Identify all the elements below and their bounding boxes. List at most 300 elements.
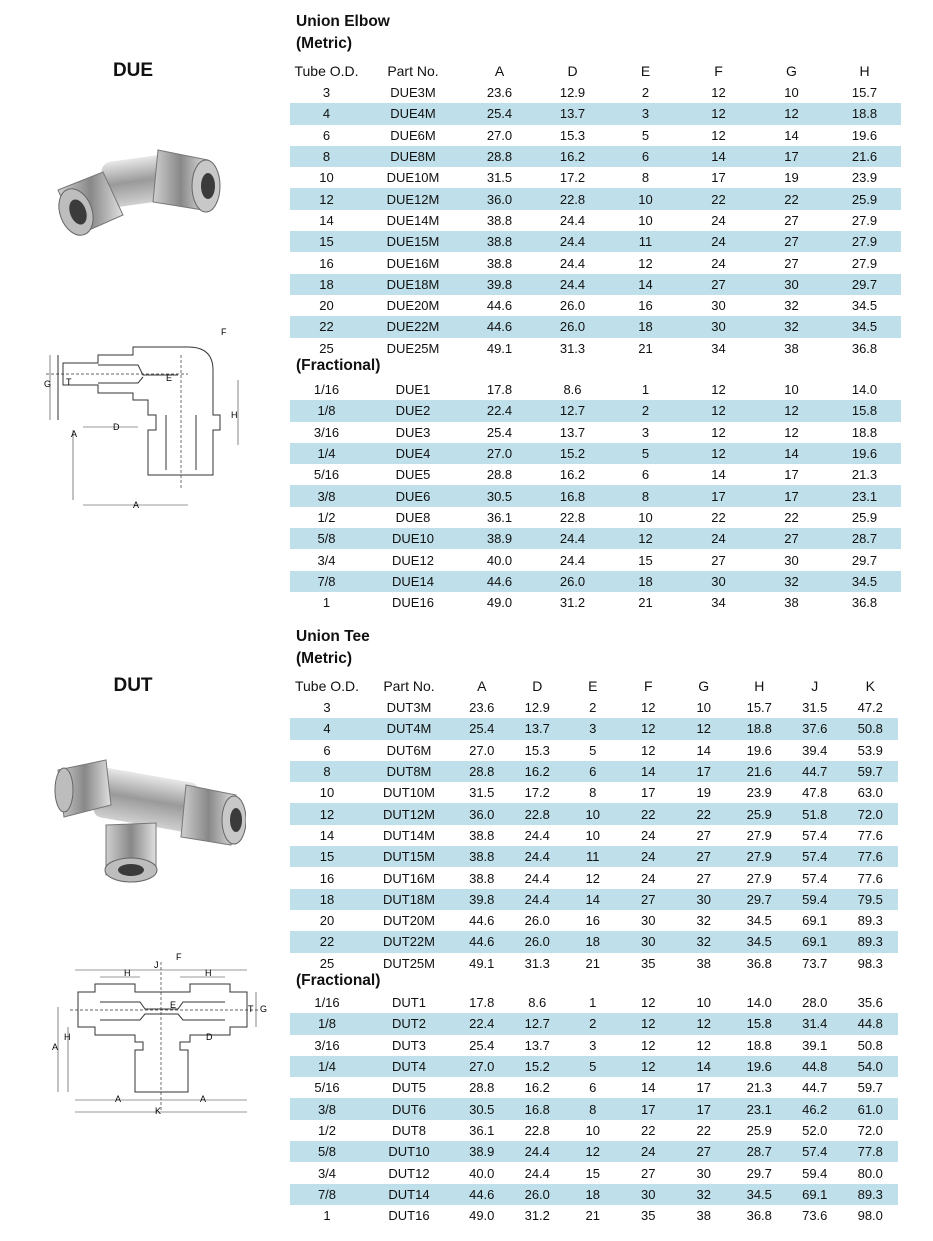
table-cell: DUE12 bbox=[392, 552, 434, 568]
table-cell: 6 bbox=[589, 1080, 597, 1096]
table-cell: 14 bbox=[676, 1056, 732, 1077]
table-row bbox=[290, 571, 901, 592]
table-cell: 15.7 bbox=[851, 85, 878, 101]
table-cell: 17.2 bbox=[559, 170, 586, 186]
table-cell: 3/4 bbox=[317, 1165, 337, 1181]
table-cell: DUE16 bbox=[392, 595, 434, 611]
table-cell: 80.0 bbox=[857, 1165, 883, 1181]
table-cell: DUE18M bbox=[363, 274, 463, 295]
due-drawing-label-t: T bbox=[66, 377, 72, 387]
table-cell: 36.1 bbox=[469, 1122, 495, 1138]
table-cell: 22 bbox=[290, 316, 363, 337]
due-drawing-label-a-vertical: A bbox=[71, 429, 78, 439]
table-cell: 49.1 bbox=[469, 955, 495, 971]
dut-metric-label: (Metric) bbox=[296, 650, 352, 667]
table-cell: 34.5 bbox=[828, 316, 901, 337]
table-cell: 3 bbox=[609, 103, 682, 124]
table-row bbox=[290, 1013, 898, 1034]
table-cell: 12.9 bbox=[524, 700, 550, 716]
table-cell: 18.8 bbox=[732, 718, 788, 739]
table-cell: 22.8 bbox=[524, 1122, 550, 1138]
table-cell: 29.7 bbox=[746, 1165, 772, 1181]
dut-title: Union Tee bbox=[296, 628, 370, 645]
table-cell: 10 bbox=[609, 188, 682, 209]
table-cell: 8.6 bbox=[528, 995, 547, 1011]
table-row bbox=[290, 889, 898, 910]
table-cell: 1 bbox=[323, 1208, 331, 1224]
table-cell: 24 bbox=[621, 1141, 677, 1162]
table-cell: 12 bbox=[641, 742, 656, 758]
table-cell: 5/8 bbox=[290, 1141, 364, 1162]
table-cell: 30 bbox=[696, 1165, 711, 1181]
table-row bbox=[290, 400, 901, 421]
table-cell: 24 bbox=[682, 528, 755, 549]
dut-metric-table bbox=[290, 675, 898, 974]
table-row bbox=[290, 443, 901, 464]
table-row bbox=[290, 1205, 898, 1226]
table-cell: 3 bbox=[589, 1037, 597, 1053]
table-cell: 5/16 bbox=[314, 1080, 340, 1096]
column-header: H bbox=[754, 678, 765, 694]
table-cell: 32 bbox=[676, 931, 732, 952]
column-header: F bbox=[714, 63, 723, 79]
table-cell: 10 bbox=[638, 212, 653, 228]
table-cell: 35 bbox=[641, 955, 656, 971]
table-cell: 44.7 bbox=[802, 1080, 828, 1096]
table-cell: 53.9 bbox=[857, 742, 883, 758]
column-header: F bbox=[643, 678, 653, 694]
table-cell: 13.7 bbox=[524, 1037, 550, 1053]
table-cell: 17 bbox=[621, 1098, 677, 1119]
due-drawing-label-g: G bbox=[44, 379, 52, 389]
table-cell: 8 bbox=[290, 146, 363, 167]
table-cell: 1 bbox=[589, 995, 597, 1011]
table-cell: 30 bbox=[682, 316, 755, 337]
table-cell: 8 bbox=[589, 785, 597, 801]
table-cell: 77.6 bbox=[843, 846, 899, 867]
table-cell: 32 bbox=[696, 913, 711, 929]
dut-drawing-label-h-right: H bbox=[205, 968, 212, 978]
table-cell: DUE6M bbox=[390, 127, 436, 143]
table-cell: 12 bbox=[755, 400, 828, 421]
table-cell: 38.9 bbox=[463, 528, 536, 549]
table-cell: DUT25M bbox=[382, 955, 435, 971]
union-tee-drawing bbox=[40, 952, 280, 1122]
table-cell: 27 bbox=[755, 528, 828, 549]
table-cell: 11 bbox=[609, 231, 682, 252]
table-cell: 24.4 bbox=[536, 528, 609, 549]
table-cell: 3/8 bbox=[290, 485, 363, 506]
table-cell: 12 bbox=[711, 127, 726, 143]
table-cell: 27 bbox=[641, 1165, 656, 1181]
table-cell: 34 bbox=[711, 595, 726, 611]
table-cell: 36.0 bbox=[454, 803, 510, 824]
table-cell: 69.1 bbox=[802, 913, 828, 929]
due-title: Union Elbow bbox=[296, 13, 390, 30]
table-cell: 11 bbox=[565, 846, 621, 867]
table-cell: 27.0 bbox=[469, 742, 495, 758]
table-cell: 24.4 bbox=[510, 889, 566, 910]
table-cell: 12 bbox=[609, 528, 682, 549]
due-drawing-label-a-horizontal: A bbox=[133, 500, 140, 510]
table-cell: 18 bbox=[565, 931, 621, 952]
table-cell: 6 bbox=[609, 146, 682, 167]
table-row bbox=[290, 1056, 898, 1077]
table-cell: DUE3 bbox=[395, 424, 431, 440]
table-cell: 17 bbox=[676, 1098, 732, 1119]
table-cell: 44.6 bbox=[486, 298, 513, 314]
table-cell: 5/8 bbox=[290, 528, 363, 549]
table-cell: 21 bbox=[585, 1208, 600, 1224]
column-header: D bbox=[567, 63, 578, 79]
dut-fractional-table bbox=[290, 992, 898, 1226]
table-cell: DUT12 bbox=[388, 1165, 430, 1181]
table-cell: 19 bbox=[696, 785, 711, 801]
table-cell: 27 bbox=[696, 827, 711, 843]
due-drawing-label-h: H bbox=[231, 410, 238, 420]
table-cell: 24 bbox=[621, 846, 677, 867]
table-cell: 10 bbox=[784, 382, 799, 398]
table-cell: 28.7 bbox=[828, 528, 901, 549]
table-cell: 36.8 bbox=[851, 595, 878, 611]
table-cell: DUE4M bbox=[363, 103, 463, 124]
table-cell: 35.6 bbox=[857, 995, 883, 1011]
table-row bbox=[290, 953, 898, 974]
table-cell: 19.6 bbox=[828, 443, 901, 464]
column-header: G bbox=[786, 63, 797, 79]
table-cell: 31.2 bbox=[559, 595, 586, 611]
table-cell: 22.8 bbox=[510, 803, 566, 824]
table-cell: DUT6M bbox=[386, 742, 432, 758]
table-cell: 10 bbox=[696, 700, 711, 716]
table-header-row bbox=[290, 675, 898, 697]
column-header: Tube O.D. bbox=[294, 63, 359, 79]
table-cell: 29.7 bbox=[851, 552, 878, 568]
table-cell: 14.0 bbox=[851, 382, 878, 398]
table-cell: 8 bbox=[565, 1098, 621, 1119]
table-cell: 14 bbox=[319, 212, 334, 228]
table-cell: 12 bbox=[711, 85, 726, 101]
table-cell: 63.0 bbox=[857, 785, 883, 801]
table-cell: DUT4M bbox=[364, 718, 454, 739]
table-cell: 24 bbox=[682, 231, 755, 252]
table-cell: 29.7 bbox=[828, 274, 901, 295]
table-row bbox=[290, 1162, 898, 1183]
table-cell: 27.0 bbox=[486, 127, 513, 143]
table-cell: 27.0 bbox=[454, 1056, 510, 1077]
table-row bbox=[290, 825, 898, 846]
table-cell: DUE10 bbox=[363, 528, 463, 549]
table-cell: 17.8 bbox=[486, 382, 513, 398]
dut-drawing-label-f: F bbox=[176, 952, 182, 962]
table-cell: 27.9 bbox=[732, 846, 788, 867]
table-cell: 57.4 bbox=[802, 827, 828, 843]
table-cell: 21.6 bbox=[732, 761, 788, 782]
table-cell: 18 bbox=[565, 1184, 621, 1205]
table-cell: 17 bbox=[711, 170, 726, 186]
table-cell: 24.4 bbox=[536, 231, 609, 252]
table-cell: 13.7 bbox=[559, 424, 586, 440]
table-cell: DUT4 bbox=[364, 1056, 454, 1077]
table-cell: 1/4 bbox=[290, 1056, 364, 1077]
table-cell: 16 bbox=[319, 870, 335, 886]
table-cell: 31.4 bbox=[787, 1013, 843, 1034]
table-cell: 59.7 bbox=[857, 1080, 883, 1096]
table-cell: DUE3M bbox=[390, 85, 436, 101]
table-cell: 22 bbox=[696, 1122, 711, 1138]
table-cell: 15 bbox=[290, 231, 363, 252]
table-cell: 2 bbox=[641, 85, 650, 101]
table-cell: DUE8M bbox=[363, 146, 463, 167]
dut-drawing-label-e: E bbox=[170, 1000, 177, 1010]
table-row bbox=[290, 82, 901, 103]
table-cell: 13.7 bbox=[510, 718, 566, 739]
table-cell: 3 bbox=[565, 718, 621, 739]
table-cell: 2 bbox=[565, 1013, 621, 1034]
table-cell: DUT12M bbox=[364, 803, 454, 824]
dut-drawing-label-h-left: H bbox=[124, 968, 131, 978]
table-cell: 10 bbox=[585, 1122, 600, 1138]
table-row bbox=[290, 592, 901, 613]
table-cell: 12 bbox=[682, 400, 755, 421]
table-cell: DUT10 bbox=[364, 1141, 454, 1162]
table-cell: 18.8 bbox=[851, 424, 878, 440]
table-cell: DUE2 bbox=[363, 400, 463, 421]
table-cell: DUT22M bbox=[364, 931, 454, 952]
table-cell: 52.0 bbox=[802, 1122, 828, 1138]
table-cell: 24.4 bbox=[510, 1141, 566, 1162]
table-cell: DUE12M bbox=[363, 188, 463, 209]
table-cell: 44.8 bbox=[843, 1013, 899, 1034]
table-cell: 30 bbox=[621, 931, 677, 952]
table-cell: 1/4 bbox=[290, 443, 363, 464]
table-cell: 3 bbox=[322, 85, 331, 101]
table-cell: 22 bbox=[682, 188, 755, 209]
table-cell: 10 bbox=[784, 85, 799, 101]
column-header: E bbox=[588, 678, 598, 694]
table-cell: 18.8 bbox=[746, 1037, 772, 1053]
table-cell: 14 bbox=[609, 274, 682, 295]
table-cell: 25.9 bbox=[851, 509, 878, 525]
table-cell: 36.8 bbox=[851, 340, 878, 356]
due-drawing-label-d: D bbox=[113, 422, 120, 432]
table-cell: 32 bbox=[676, 1184, 732, 1205]
table-cell: 24 bbox=[711, 255, 726, 271]
table-cell: 21 bbox=[585, 955, 600, 971]
table-cell: 12 bbox=[621, 1056, 677, 1077]
column-header: H bbox=[859, 63, 870, 79]
table-cell: DUE1 bbox=[395, 382, 431, 398]
table-cell: 5 bbox=[565, 1056, 621, 1077]
table-cell: 49.0 bbox=[469, 1208, 495, 1224]
table-cell: DUT5 bbox=[392, 1080, 426, 1096]
table-row bbox=[290, 1098, 898, 1119]
table-cell: 28.0 bbox=[802, 995, 828, 1011]
table-cell: 15.7 bbox=[746, 700, 772, 716]
table-cell: DUT1 bbox=[392, 995, 426, 1011]
table-cell: 73.6 bbox=[802, 1208, 828, 1224]
table-cell: 31.5 bbox=[802, 700, 828, 716]
table-cell: 27 bbox=[676, 846, 732, 867]
table-cell: DUT18M bbox=[364, 889, 454, 910]
column-header: A bbox=[477, 678, 487, 694]
table-cell: 31.2 bbox=[524, 1208, 550, 1224]
table-cell: 31.5 bbox=[486, 170, 513, 186]
table-cell: 1 bbox=[641, 382, 650, 398]
union-elbow-drawing bbox=[38, 325, 278, 515]
table-cell: 27.9 bbox=[746, 827, 772, 843]
table-cell: 16 bbox=[319, 255, 334, 271]
table-cell: 16.2 bbox=[536, 146, 609, 167]
table-cell: 57.4 bbox=[802, 870, 828, 886]
table-cell: 34.5 bbox=[828, 571, 901, 592]
table-cell: 17 bbox=[755, 146, 828, 167]
table-cell: 17.8 bbox=[469, 995, 495, 1011]
dut-fractional-label: (Fractional) bbox=[296, 972, 381, 989]
table-row bbox=[290, 316, 901, 337]
column-header: Tube O.D. bbox=[294, 678, 360, 694]
table-cell: DUT8M bbox=[364, 761, 454, 782]
table-cell: DUE5 bbox=[395, 467, 431, 483]
table-cell: 30 bbox=[711, 298, 726, 314]
table-cell: DUE20M bbox=[386, 298, 440, 314]
table-cell: 25.9 bbox=[732, 803, 788, 824]
table-cell: 8 bbox=[609, 485, 682, 506]
table-cell: 1/2 bbox=[317, 1122, 337, 1138]
table-cell: 51.8 bbox=[787, 803, 843, 824]
dut-drawing-label-k: K bbox=[155, 1106, 162, 1116]
dut-drawing-label-g: G bbox=[260, 1004, 268, 1014]
table-row bbox=[290, 528, 901, 549]
due-fractional-label: (Fractional) bbox=[296, 357, 381, 374]
table-cell: 36.0 bbox=[463, 188, 536, 209]
table-cell: 1/8 bbox=[290, 1013, 364, 1034]
table-cell: 77.6 bbox=[857, 870, 883, 886]
table-cell: 38 bbox=[784, 340, 799, 356]
table-cell: 38.8 bbox=[469, 827, 495, 843]
table-cell: 28.8 bbox=[454, 761, 510, 782]
table-cell: 36.8 bbox=[746, 1208, 772, 1224]
table-cell: 25.4 bbox=[454, 718, 510, 739]
table-cell: 12 bbox=[621, 718, 677, 739]
table-row bbox=[290, 931, 898, 952]
table-cell: 1/16 bbox=[314, 995, 340, 1011]
table-cell: 12 bbox=[585, 870, 600, 886]
table-cell: 38.8 bbox=[454, 846, 510, 867]
table-row bbox=[290, 210, 901, 231]
table-cell: 12 bbox=[641, 1037, 656, 1053]
table-cell: 21.3 bbox=[746, 1080, 772, 1096]
table-row bbox=[290, 697, 898, 718]
table-cell: 77.6 bbox=[857, 827, 883, 843]
table-cell: 35 bbox=[641, 1208, 656, 1224]
table-cell: 59.7 bbox=[843, 761, 899, 782]
table-cell: 6 bbox=[641, 467, 650, 483]
table-cell: 27 bbox=[755, 231, 828, 252]
table-cell: 23.6 bbox=[469, 700, 495, 716]
due-metric-table bbox=[290, 60, 901, 359]
table-cell: 50.8 bbox=[843, 718, 899, 739]
table-cell: 12 bbox=[755, 103, 828, 124]
table-cell: 17 bbox=[696, 1080, 711, 1096]
table-cell: 12 bbox=[682, 103, 755, 124]
table-cell: 10 bbox=[565, 803, 621, 824]
due-metric-label: (Metric) bbox=[296, 35, 352, 52]
table-cell: 12.7 bbox=[536, 400, 609, 421]
table-cell: 17 bbox=[641, 785, 656, 801]
table-cell: 72.0 bbox=[843, 803, 899, 824]
table-cell: 24.4 bbox=[510, 846, 566, 867]
table-row bbox=[290, 782, 898, 803]
table-row bbox=[290, 231, 901, 252]
table-cell: 22.4 bbox=[454, 1013, 510, 1034]
table-cell: 8.6 bbox=[563, 382, 582, 398]
dut-drawing-label-t: T bbox=[248, 1004, 254, 1014]
table-cell: 89.3 bbox=[857, 913, 883, 929]
table-cell: 20 bbox=[319, 913, 335, 929]
table-cell: 26.0 bbox=[524, 913, 550, 929]
table-cell: 40.0 bbox=[469, 1165, 495, 1181]
table-cell: 27.0 bbox=[463, 443, 536, 464]
table-cell: 24.4 bbox=[524, 870, 550, 886]
table-cell: 7/8 bbox=[290, 1184, 364, 1205]
table-cell: 12 bbox=[641, 995, 656, 1011]
table-row bbox=[290, 803, 898, 824]
table-cell: 30.5 bbox=[454, 1098, 510, 1119]
table-cell: 46.2 bbox=[787, 1098, 843, 1119]
table-cell: 19.6 bbox=[851, 127, 878, 143]
table-cell: DUT10M bbox=[382, 785, 435, 801]
table-cell: 16.8 bbox=[510, 1098, 566, 1119]
table-cell: 61.0 bbox=[843, 1098, 899, 1119]
table-cell: 44.8 bbox=[787, 1056, 843, 1077]
table-cell: 12.7 bbox=[510, 1013, 566, 1034]
table-cell: 23.1 bbox=[828, 485, 901, 506]
table-cell: 15 bbox=[585, 1165, 600, 1181]
column-header: A bbox=[494, 63, 505, 79]
table-cell: 21.6 bbox=[828, 146, 901, 167]
table-cell: 50.8 bbox=[857, 1037, 883, 1053]
table-cell: 49.0 bbox=[486, 595, 513, 611]
table-cell: 12 bbox=[290, 803, 364, 824]
table-cell: DUE4 bbox=[363, 443, 463, 464]
table-cell: 72.0 bbox=[857, 1122, 883, 1138]
table-cell: 10 bbox=[319, 785, 335, 801]
table-cell: 25 bbox=[319, 340, 334, 356]
table-cell: 19.6 bbox=[746, 742, 772, 758]
table-cell: DUE10M bbox=[386, 170, 440, 186]
dut-drawing-label-a-left: A bbox=[115, 1094, 122, 1104]
table-cell: 25.9 bbox=[828, 188, 901, 209]
table-cell: 22 bbox=[711, 509, 726, 525]
table-cell: 30 bbox=[621, 1184, 677, 1205]
table-cell: 5 bbox=[589, 742, 597, 758]
table-cell: DUT8 bbox=[392, 1122, 426, 1138]
table-header-row bbox=[290, 60, 901, 82]
table-cell: 24.4 bbox=[559, 255, 586, 271]
table-cell: 32 bbox=[755, 316, 828, 337]
table-cell: 5 bbox=[641, 127, 650, 143]
table-cell: 57.4 bbox=[787, 1141, 843, 1162]
table-cell: DUE6 bbox=[363, 485, 463, 506]
table-cell: 26.0 bbox=[559, 298, 586, 314]
table-cell: 12 bbox=[696, 1037, 711, 1053]
table-cell: 44.6 bbox=[463, 571, 536, 592]
table-cell: DUT14 bbox=[364, 1184, 454, 1205]
table-cell: 36.1 bbox=[486, 509, 513, 525]
table-cell: 28.8 bbox=[463, 146, 536, 167]
column-header: D bbox=[532, 678, 543, 694]
